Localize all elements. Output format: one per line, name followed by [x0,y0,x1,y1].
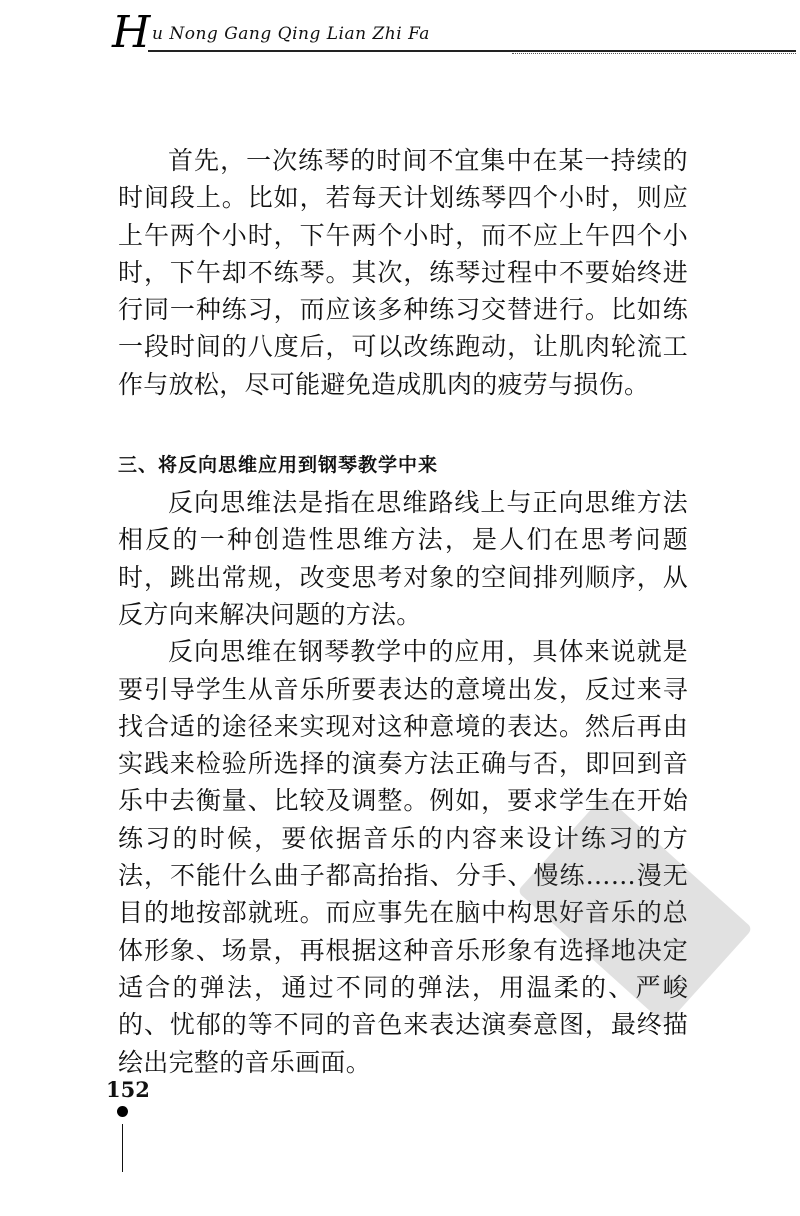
paragraph-3: 反向思维在钢琴教学中的应用，具体来说就是要引导学生从音乐所要表达的意境出发，反过来寻找合适的途径来实现对这种意境的表达。然后再由实践来检验所选择的演奏方法正确与否，即回到音乐中去衡量、比较及调整。例如，要求学生在开始练习的时候，要依据音乐的内容来设计练习的方法，不能什么曲子都高抬指、分手、慢练……漫无目的地按部就班。而应事先在脑中构思好音乐的总体形象、场景，再根据这种音乐形象有选择地决定适合的弹法，通过不同的弹法，用温柔的、严峻的、忧郁的等不同的音色来表达演奏意图，最终描绘出完整的音乐画面。 [118,637,688,1077]
footer-dot-ornament [117,1106,128,1117]
body-text [118,142,688,1081]
running-header [112,7,792,58]
header-initial-letter: H [112,7,151,58]
section-heading: 三、将反向思维应用到钢琴教学中来 [118,454,439,477]
page-number: 152 [106,1077,150,1102]
header-rule [148,50,796,52]
paragraph-2: 反向思维法是指在思维路线上与正向思维方法相反的一种创造性思维方法，是人们在思考问题时，跳出常规，改变思考对象的空间排列顺序，从反方向来解决问题的方法。 [118,488,688,629]
footer-vertical-line [122,1124,123,1172]
paragraph-1: 首先，一次练琴的时间不宜集中在某一持续的时间段上。比如，若每天计划练琴四个小时，则应上午两个小时，下午两个小时，而不应上午四个小时，下午却不练琴。其次，练琴过程中不要始终进行同一种练习，而应该多种练习交替进行。比如练一段时间的八度后，可以改练跑动，让肌肉轮流工作与放松，尽可能避免造成肌肉的疲劳与损伤。 [118,146,688,399]
header-dotted-rule [512,53,796,54]
header-title: u Nong Gang Qing Lian Zhi Fa [152,24,430,44]
